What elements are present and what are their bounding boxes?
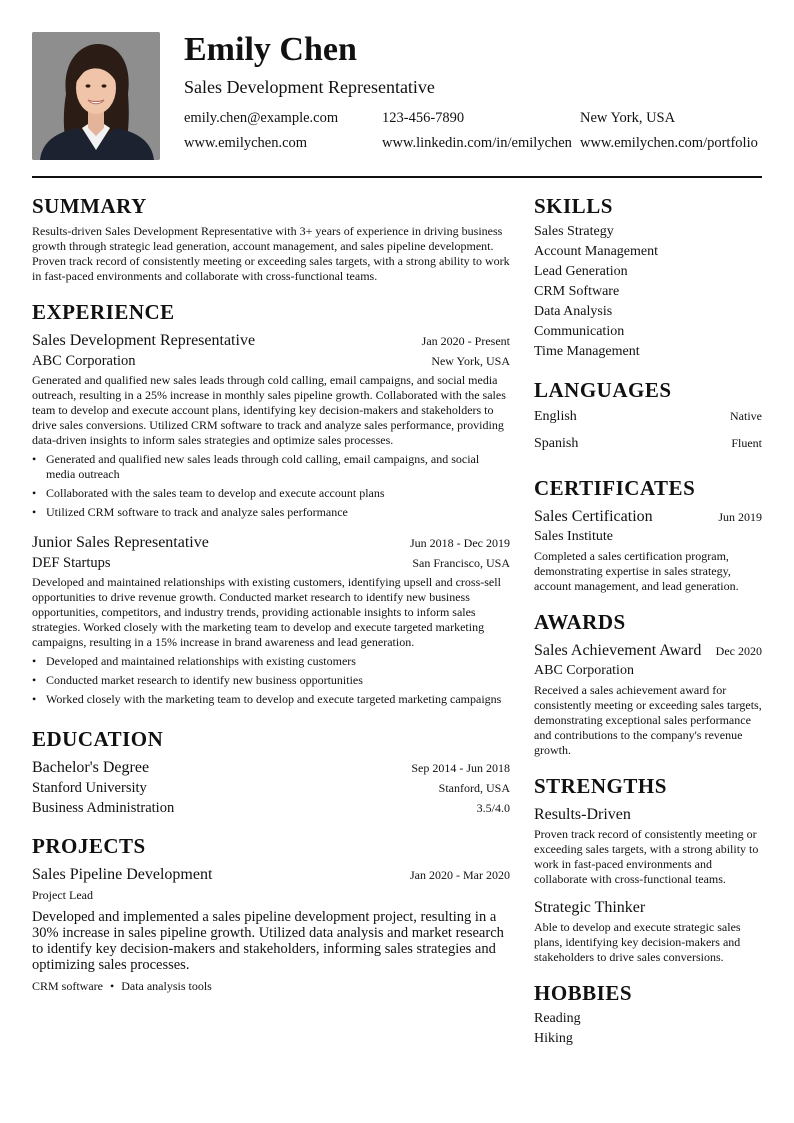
- projects-heading: PROJECTS: [32, 834, 146, 858]
- award-date: Dec 2020: [715, 644, 762, 658]
- project-tool: Data analysis tools: [121, 979, 212, 993]
- candidate-title: Sales Development Representative: [184, 77, 435, 97]
- skill-item: Account Management: [534, 244, 659, 259]
- hobby-item: Hiking: [534, 1031, 573, 1046]
- language-row: [534, 433, 762, 460]
- language-level: Fluent: [731, 436, 762, 450]
- strength-description: Able to develop and execute strategic sales plans, identifying key decision-makers and stakeholders to drive sales conversions.: [534, 920, 741, 964]
- job-company: ABC Corporation: [32, 353, 136, 369]
- skill-item: Sales Strategy: [534, 224, 614, 239]
- profile-photo: [32, 32, 160, 160]
- website-link[interactable]: www.emilychen.com: [184, 135, 308, 151]
- education-dates: Sep 2014 - Jun 2018: [411, 761, 510, 775]
- education-section: [32, 725, 510, 818]
- strength-name: Results-Driven: [534, 806, 631, 823]
- project-name: Sales Pipeline Development: [32, 866, 213, 883]
- job-bullet: • Conducted market research to identify new business opportunities: [32, 673, 510, 688]
- award-issuer: ABC Corporation: [534, 663, 634, 678]
- project-dates: Jan 2020 - Mar 2020: [410, 868, 510, 882]
- linkedin-link[interactable]: www.linkedin.com/in/emilychen: [382, 135, 572, 151]
- job-bullet: • Worked closely with the marketing team to develop and execute targeted marketing campaigns: [32, 692, 510, 707]
- portrait-illustration: [32, 32, 160, 160]
- job-bullet: • Utilized CRM software to track and analyze sales performance: [32, 505, 510, 520]
- project-role: Project Lead: [32, 888, 93, 902]
- hobby-item: Reading: [534, 1011, 581, 1026]
- email-link[interactable]: emily.chen@example.com: [184, 110, 339, 126]
- school-location: Stanford, USA: [438, 781, 510, 795]
- job-bullets: [32, 654, 510, 707]
- certificates-section: [534, 474, 762, 594]
- certificate-description: Completed a sales certification program, demonstrating expertise in sales strategy, account management, and lead generation.: [534, 549, 739, 593]
- job-entry: [32, 330, 510, 520]
- skill-item: Lead Generation: [534, 264, 628, 279]
- language-name: English: [534, 409, 577, 424]
- location-text: New York, USA: [580, 110, 676, 126]
- education-heading: EDUCATION: [32, 727, 164, 751]
- certificate-name: Sales Certification: [534, 508, 653, 525]
- languages-heading: LANGUAGES: [534, 378, 672, 402]
- project-description: Developed and implemented a sales pipeline development project, resulting in a 30% increase in sales pipeline growth. Utilized data analysis and market research to identify key decision-makers and stakeholders, informing sales strategies and optimizing sales processes.: [32, 909, 504, 973]
- job-bullets: [32, 452, 510, 520]
- sidebar-column: [534, 192, 762, 1049]
- job-title: Sales Development Representative: [32, 332, 256, 349]
- summary-text: Results-driven Sales Development Representative with 3+ years of experience in driving business growth through strategic lead generation, account management, and sales pipeline development. Proven track record of consistently meeting or exceeding sales targets, with a strong ability to work in fast-paced environments and collaborate with cross-functional teams.: [32, 224, 510, 283]
- contact-info: [184, 108, 764, 158]
- awards-heading: AWARDS: [534, 610, 626, 634]
- strength-name: Strategic Thinker: [534, 899, 646, 916]
- certificate-date: Jun 2019: [718, 510, 762, 524]
- certificates-heading: CERTIFICATES: [534, 476, 696, 500]
- phone-number: 123-456-7890: [382, 110, 465, 126]
- skills-section: [534, 192, 762, 362]
- skill-item: CRM Software: [534, 284, 620, 299]
- skill-item: Time Management: [534, 344, 640, 359]
- project-tools: [32, 977, 510, 995]
- hobbies-section: [534, 979, 762, 1049]
- project-tool: CRM software: [32, 979, 103, 993]
- job-description: Developed and maintained relationships with existing customers, identifying upsell and cross-sell opportunities to drive revenue growth. Conducted market research to identify new business opportunities, competitors, and industry trends, providing actionable insights to inform sales strategies. Worked closely with the marketing team to develop and execute targeted marketing campaigns, resulting in a 15% increase in brand awareness and lead generation.: [32, 575, 501, 649]
- job-location: San Francisco, USA: [412, 556, 510, 570]
- language-name: Spanish: [534, 436, 579, 451]
- header-divider: [32, 176, 762, 178]
- experience-heading: EXPERIENCE: [32, 300, 175, 324]
- portfolio-link[interactable]: www.emilychen.com/portfolio: [580, 135, 758, 151]
- degree-name: Bachelor's Degree: [32, 759, 150, 776]
- language-level: Native: [730, 409, 762, 423]
- languages-section: [534, 376, 762, 460]
- job-bullet: • Generated and qualified new sales leads through cold calling, email campaigns, and social media outreach: [32, 452, 510, 482]
- hobbies-heading: HOBBIES: [534, 981, 633, 1005]
- summary-heading: SUMMARY: [32, 194, 147, 218]
- skills-heading: SKILLS: [534, 194, 613, 218]
- skill-item: Communication: [534, 324, 625, 339]
- strengths-heading: STRENGTHS: [534, 774, 667, 798]
- job-location: New York, USA: [431, 354, 510, 368]
- job-entry: [32, 532, 510, 707]
- candidate-name: Emily Chen: [184, 31, 357, 68]
- strength-description: Proven track record of consistently meeting or exceeding sales targets, with a strong ability to work in fast-paced environments and collaborate with cross-functional teams.: [534, 827, 759, 886]
- summary-section: [32, 192, 510, 284]
- job-bullet: • Developed and maintained relationships with existing customers: [32, 654, 510, 669]
- job-description: Generated and qualified new sales leads through cold calling, email campaigns, and social media outreach, resulting in a 25% increase in monthly sales pipeline growth. Collaborated with the sales team to develop and execute account plans, identifying key decision-makers and stakeholders to drive sales conversions. Utilized CRM software to track and analyze sales performance, providing data-driven insights to inform sales strategies and optimize sales processes.: [32, 373, 506, 447]
- projects-section: [32, 832, 510, 995]
- award-name: Sales Achievement Award: [534, 642, 702, 659]
- job-bullet: • Collaborated with the sales team to develop and execute account plans: [32, 486, 510, 501]
- job-dates: Jun 2018 - Dec 2019: [410, 536, 510, 550]
- tool-separator: •: [110, 979, 115, 993]
- award-description: Received a sales achievement award for consistently meeting or exceeding sales targets, demonstrating exceptional sales performance and contributions to the company's revenue growth.: [534, 683, 762, 757]
- main-column: [32, 192, 510, 995]
- language-row: [534, 406, 762, 433]
- skill-item: Data Analysis: [534, 304, 613, 319]
- gpa: 3.5/4.0: [476, 801, 510, 815]
- job-company: DEF Startups: [32, 555, 111, 571]
- job-dates: Jan 2020 - Present: [421, 334, 510, 348]
- awards-section: [534, 608, 762, 758]
- certificate-issuer: Sales Institute: [534, 529, 613, 544]
- school-name: Stanford University: [32, 780, 147, 796]
- job-title: Junior Sales Representative: [32, 534, 209, 551]
- strengths-section: [534, 772, 762, 965]
- experience-section: [32, 298, 510, 707]
- field-of-study: Business Administration: [32, 800, 175, 816]
